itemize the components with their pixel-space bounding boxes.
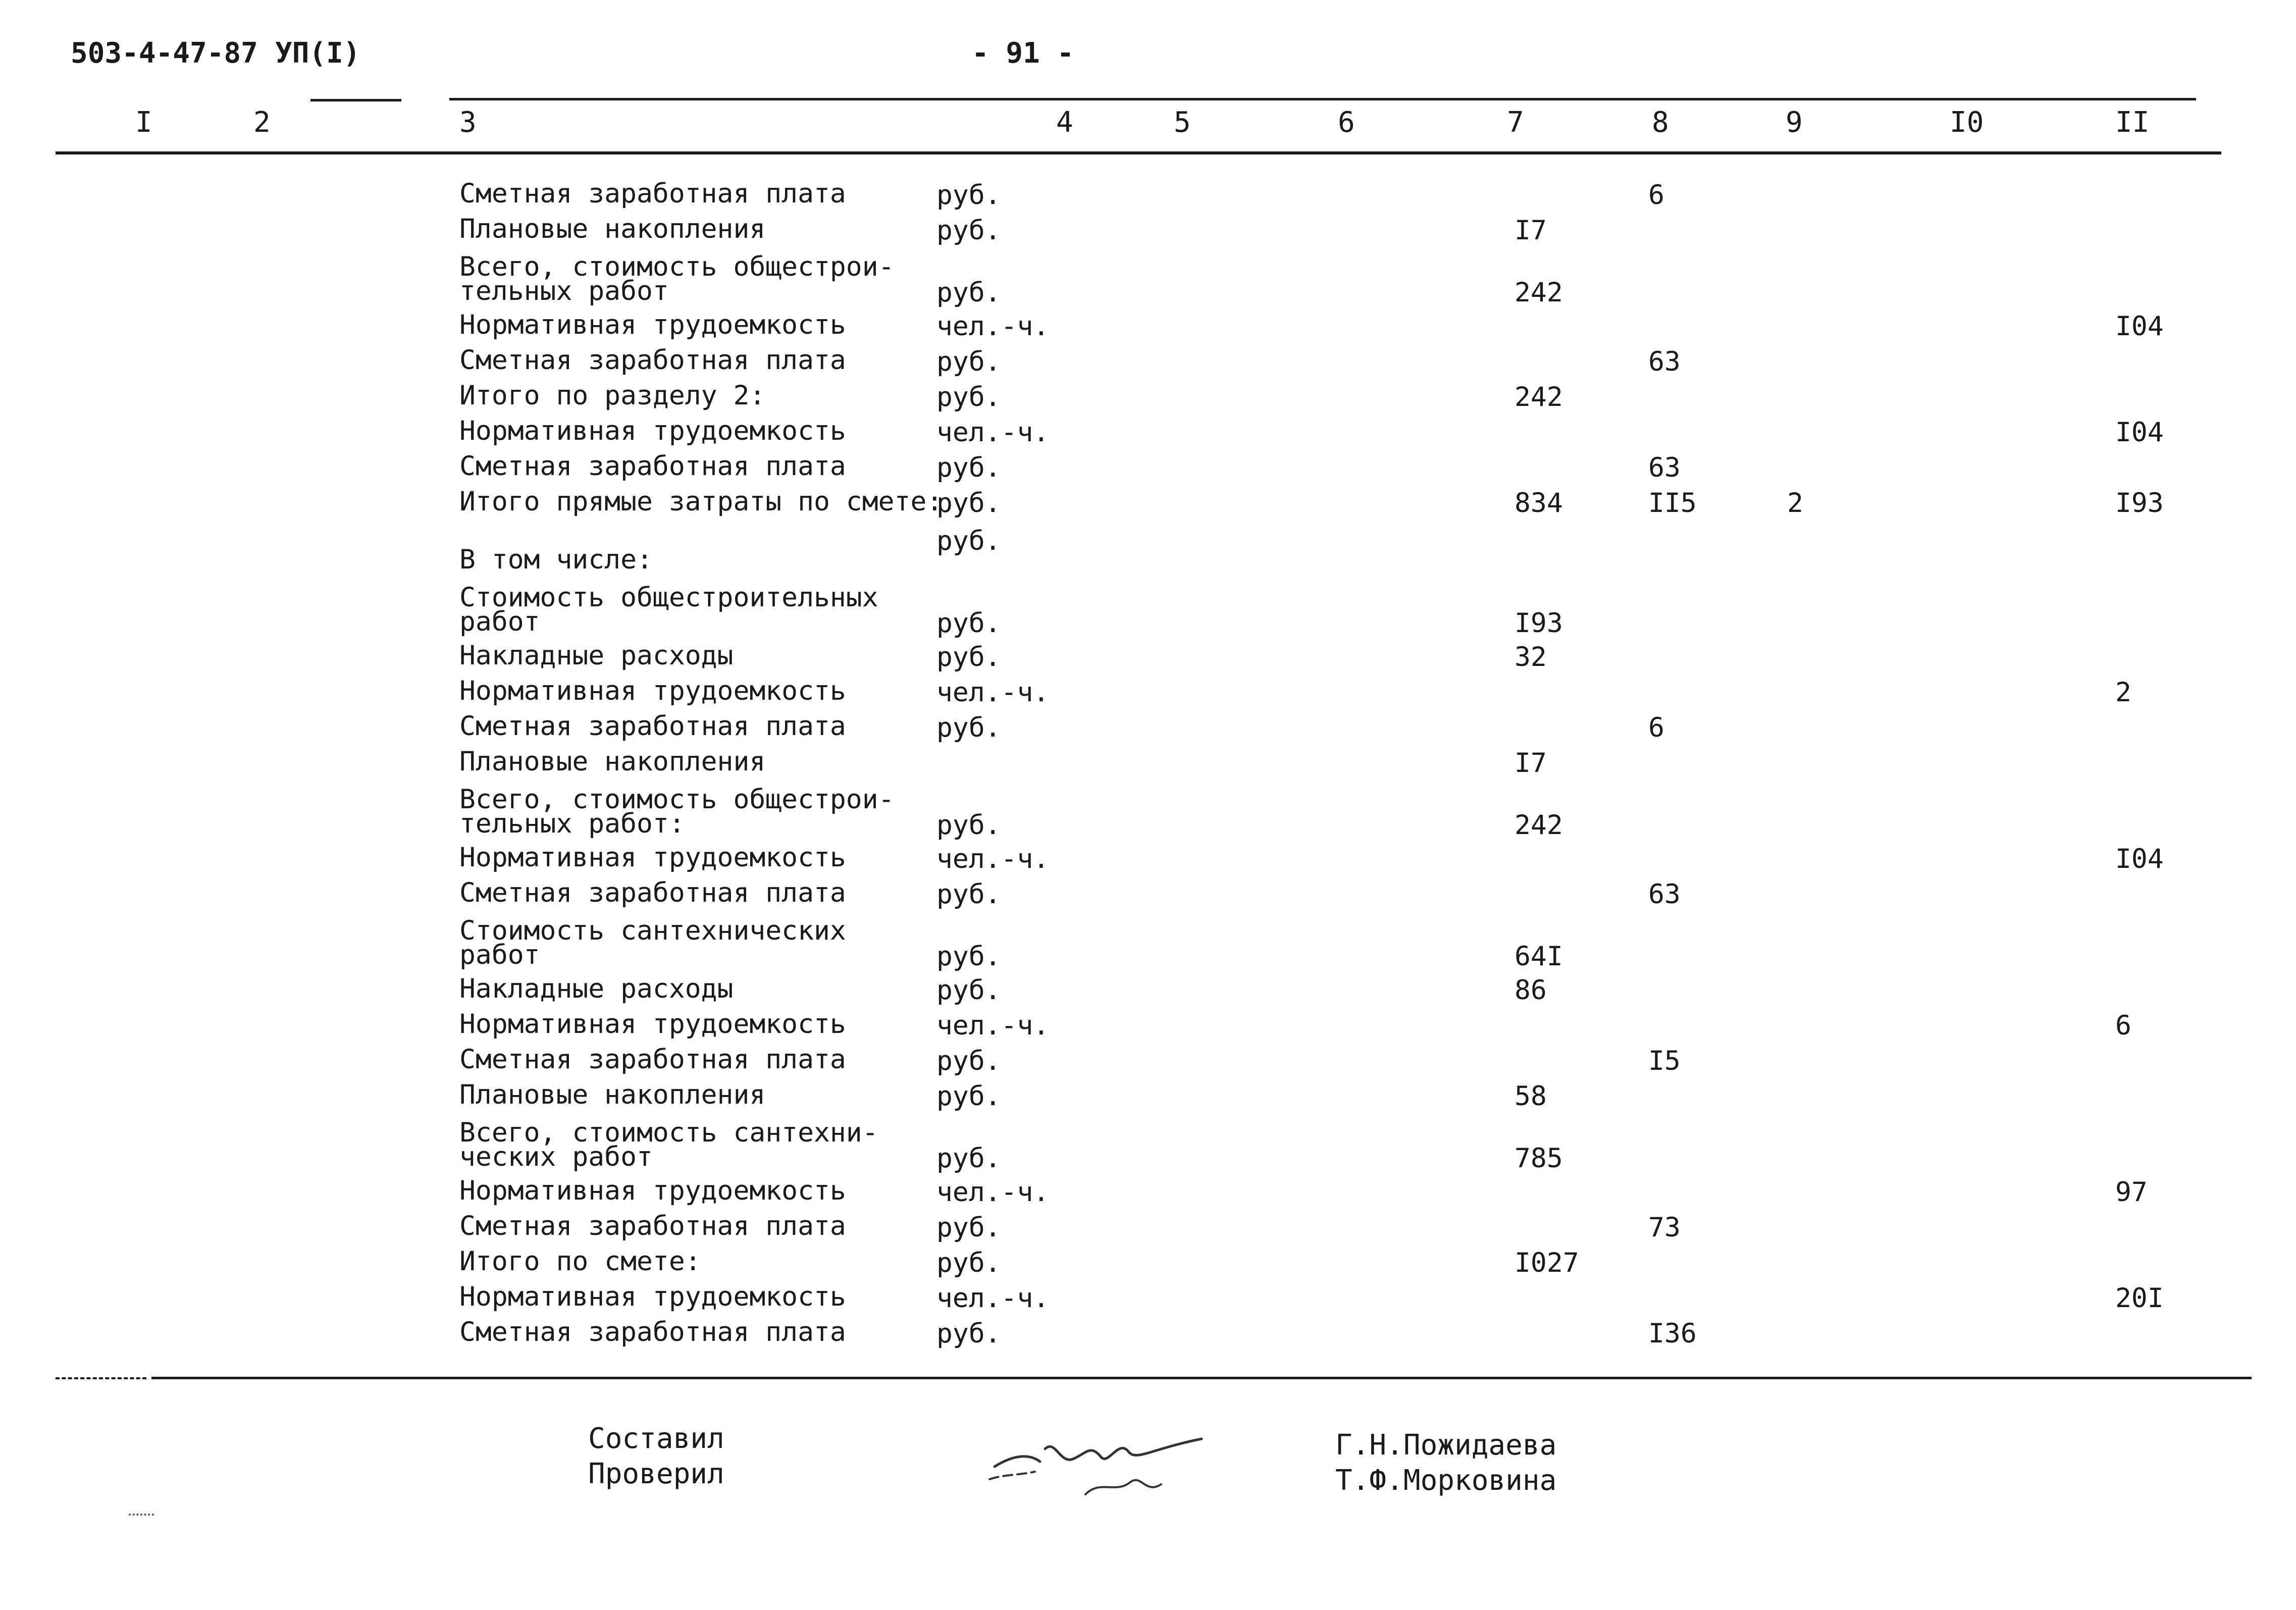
row-unit: руб. <box>936 1212 1001 1243</box>
row-label: Итого по разделу 2: <box>459 380 766 411</box>
table-row <box>0 486 2296 526</box>
header-top-rule <box>449 98 2196 100</box>
table-row <box>0 1079 2296 1119</box>
page-number: - 91 - <box>972 37 1074 70</box>
row-label: Всего, стоимость сантехни- ческих работ <box>459 1117 878 1172</box>
row-label: Плановые накопления <box>459 214 766 244</box>
row-label: Сметная заработная плата <box>459 1211 846 1241</box>
row-label: Нормативная трудоемкость <box>459 1175 846 1206</box>
row-label: В том числе: <box>459 544 653 575</box>
row-col-11: 6 <box>2115 1010 2131 1041</box>
table-row <box>0 345 2296 385</box>
row-label: Нормативная трудоемкость <box>459 676 846 706</box>
table-row <box>0 544 2296 584</box>
row-unit: чел.-ч. <box>936 311 1050 342</box>
checked-name: Т.Ф.Морковина <box>1335 1464 1557 1497</box>
col-head-5: 5 <box>1174 106 1191 139</box>
row-unit: чел.-ч. <box>936 844 1050 874</box>
row-unit: руб. <box>936 1046 1001 1076</box>
row-col-7: 58 <box>1515 1081 1547 1112</box>
table-row <box>0 1117 2296 1174</box>
table-bottom-rule <box>151 1377 2252 1379</box>
row-unit: руб. <box>936 1318 1001 1349</box>
row-unit: руб. <box>936 382 1001 412</box>
row-label: Итого по смете: <box>459 1246 701 1277</box>
row-col-7: 64I <box>1515 941 1563 972</box>
row-unit: чел.-ч. <box>936 677 1050 708</box>
table-row <box>0 1044 2296 1084</box>
row-col-8: II5 <box>1648 488 1697 518</box>
col-head-10: I0 <box>1950 106 1984 139</box>
row-label: Итого прямые затраты по смете: <box>459 486 943 517</box>
row-col-11: I04 <box>2115 417 2164 448</box>
row-col-8: 63 <box>1648 346 1681 377</box>
table-row <box>0 582 2296 639</box>
col-head-4: 4 <box>1056 106 1073 139</box>
row-unit: руб. <box>936 941 1001 972</box>
row-col-11: 20I <box>2115 1283 2164 1314</box>
row-label: Накладные расходы <box>459 973 734 1004</box>
row-label: Нормативная трудоемкость <box>459 1281 846 1312</box>
header-bottom-rule <box>56 151 2221 154</box>
row-unit: руб. <box>936 608 1001 639</box>
row-col-11: 97 <box>2115 1177 2148 1208</box>
table-row <box>0 1009 2296 1049</box>
table-row <box>0 640 2296 680</box>
table-row <box>0 251 2296 308</box>
row-unit: руб. <box>936 1248 1001 1278</box>
doc-code: 503-4-47-87 <box>71 37 258 70</box>
row-col-7: 32 <box>1515 642 1547 672</box>
row-label: Сметная заработная плата <box>459 1044 846 1075</box>
row-label: Сметная заработная плата <box>459 345 846 376</box>
row-unit: чел.-ч. <box>936 417 1050 448</box>
table-row <box>0 711 2296 751</box>
row-unit: руб. <box>936 975 1001 1006</box>
row-col-11: I93 <box>2115 488 2164 518</box>
row-label: Сметная заработная плата <box>459 877 846 908</box>
row-label: Плановые накопления <box>459 746 766 777</box>
row-label: Сметная заработная плата <box>459 711 846 742</box>
col-head-11: II <box>2115 106 2150 139</box>
row-unit: руб. <box>936 1081 1001 1112</box>
col-head-8: 8 <box>1652 106 1669 139</box>
table-row <box>0 1281 2296 1321</box>
row-col-7: 242 <box>1515 382 1563 412</box>
table-row <box>0 915 2296 972</box>
row-unit: чел.-ч. <box>936 1010 1050 1041</box>
row-col-7: I93 <box>1515 608 1563 639</box>
table-row <box>0 784 2296 841</box>
table-row <box>0 178 2296 218</box>
row-col-11: I04 <box>2115 844 2164 874</box>
table-row <box>0 214 2296 253</box>
row-unit: руб. <box>936 879 1001 910</box>
col-head-2: 2 <box>253 106 271 139</box>
row-col-8: 63 <box>1648 879 1681 910</box>
short-top-rule <box>310 99 401 101</box>
row-unit: руб. <box>936 810 1001 841</box>
table-row <box>0 1175 2296 1215</box>
row-label: Нормативная трудоемкость <box>459 309 846 340</box>
table-row <box>0 309 2296 349</box>
row-col-7: 86 <box>1515 975 1547 1006</box>
row-label: Сметная заработная плата <box>459 1317 846 1347</box>
col-head-3: 3 <box>459 106 477 139</box>
table-row <box>0 451 2296 491</box>
corner-marks <box>129 1514 154 1520</box>
table-row <box>0 973 2296 1013</box>
row-col-7: I7 <box>1515 748 1547 778</box>
row-col-7: 785 <box>1515 1143 1563 1174</box>
row-label: Всего, стоимость общестрои- тельных работ: <box>459 784 895 839</box>
row-col-8: I36 <box>1648 1318 1697 1349</box>
signature-icon <box>984 1419 1227 1510</box>
table-row <box>0 380 2296 420</box>
row-col-11: I04 <box>2115 311 2164 342</box>
col-head-1: I <box>135 106 152 139</box>
row-col-7: I027 <box>1515 1248 1579 1278</box>
row-col-7: 834 <box>1515 488 1563 518</box>
table-row <box>0 1211 2296 1251</box>
row-col-8: 6 <box>1648 180 1664 211</box>
row-unit: руб. <box>936 215 1001 246</box>
table-row <box>0 676 2296 715</box>
table-row <box>0 416 2296 455</box>
row-label: Накладные расходы <box>459 640 734 671</box>
col-head-6: 6 <box>1338 106 1355 139</box>
row-unit: чел.-ч. <box>936 1283 1050 1314</box>
row-unit: руб. <box>936 346 1001 377</box>
row-unit: чел.-ч. <box>936 1177 1050 1208</box>
row-col-8: 6 <box>1648 712 1664 743</box>
col-head-9: 9 <box>1786 106 1803 139</box>
compiled-name: Г.Н.Пожидаева <box>1335 1429 1557 1462</box>
row-col-8: 73 <box>1648 1212 1681 1243</box>
compiled-label: Составил <box>588 1422 724 1455</box>
row-unit: руб. <box>936 526 1001 556</box>
row-label: Сметная заработная плата <box>459 451 846 482</box>
row-unit: руб. <box>936 452 1001 483</box>
row-unit: руб. <box>936 180 1001 211</box>
table-row <box>0 842 2296 882</box>
row-col-9: 2 <box>1787 488 1803 518</box>
row-col-8: I5 <box>1648 1046 1681 1076</box>
table-row <box>0 1246 2296 1286</box>
table-bottom-rule-dashed <box>56 1377 146 1379</box>
row-col-7: 242 <box>1515 277 1563 308</box>
col-head-7: 7 <box>1507 106 1524 139</box>
row-unit: руб. <box>936 712 1001 743</box>
table-row <box>0 1317 2296 1357</box>
section-code: УП(I) <box>275 37 360 70</box>
row-label: Нормативная трудоемкость <box>459 1009 846 1040</box>
row-col-11: 2 <box>2115 677 2131 708</box>
row-label: Сметная заработная плата <box>459 178 846 209</box>
table-row <box>0 877 2296 917</box>
row-unit: руб. <box>936 1143 1001 1174</box>
row-col-7: 242 <box>1515 810 1563 841</box>
row-label: Стоимость общестроительных работ <box>459 582 878 637</box>
row-col-8: 63 <box>1648 452 1681 483</box>
checked-label: Проверил <box>588 1458 724 1490</box>
row-label: Нормативная трудоемкость <box>459 416 846 446</box>
table-row <box>0 746 2296 786</box>
row-label: Нормативная трудоемкость <box>459 842 846 873</box>
row-label: Плановые накопления <box>459 1079 766 1110</box>
row-unit: руб. <box>936 488 1001 518</box>
row-label: Стоимость сантехнических работ <box>459 915 846 970</box>
row-label: Всего, стоимость общестрои- тельных работ <box>459 251 895 306</box>
row-unit: руб. <box>936 642 1001 672</box>
row-col-7: I7 <box>1515 215 1547 246</box>
row-unit: руб. <box>936 277 1001 308</box>
